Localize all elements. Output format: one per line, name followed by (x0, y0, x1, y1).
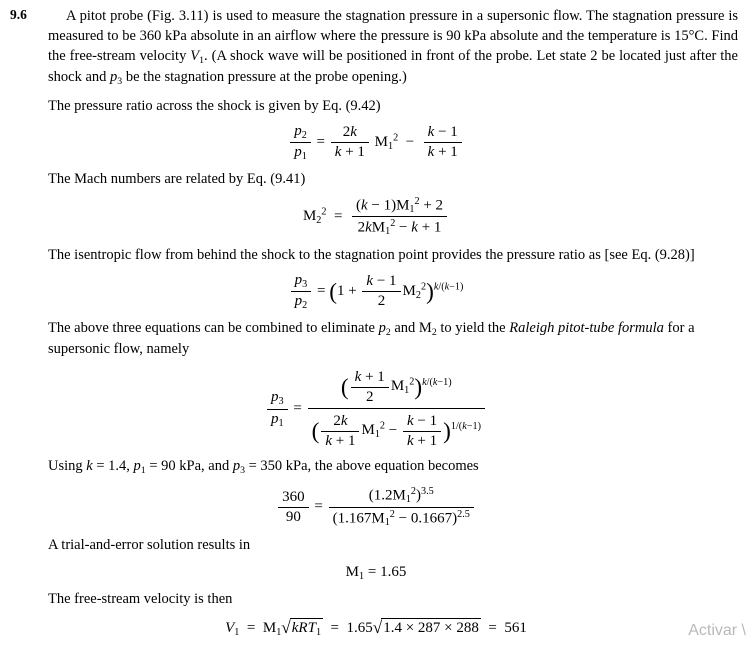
equation-9-41 (0, 196, 752, 238)
eq3-inner-lead: 1 + (336, 282, 361, 299)
eq7-equals-1: = (243, 619, 260, 636)
paragraph-pressure-ratio: The pressure ratio across the shock is given by Eq. (9.42) (48, 97, 381, 114)
eq4-den-paren-open: ( (311, 418, 320, 445)
eq4-num-exponent: k/(k−1) (422, 377, 452, 389)
paragraph-substitution: Using k = 1.4, $p_1 = 90$ kPa, and $p_3 = 350$ kPa, the above equation becomes (48, 458, 479, 476)
problem-number: 9.6 (10, 7, 27, 22)
eq4-den-minus: − (385, 422, 401, 439)
equation-raleigh (0, 369, 752, 449)
eq2-lhs: $M_2^2$ (302, 206, 327, 226)
eq4-num-paren-close: ) (414, 374, 423, 401)
eq7-sqrt-sign-1: √ (281, 617, 291, 637)
eq5-equals: = (314, 498, 323, 515)
eq7-equals-3: = (484, 619, 501, 636)
eq1-term1-fraction: $\frac{2k}{k + 1}$ (331, 124, 369, 160)
eq4-lhs-fraction: $\frac{p_3}{p_1}$ (267, 389, 288, 428)
eq3-lhs-fraction: $\frac{p_3}{p_2}$ (291, 272, 312, 311)
paragraph-combined: The above three equations can be combined to eliminate $p_2$ and $M_2$ to yield the Raleigh pitot-tube formula for a supersonic flow, namely (48, 319, 695, 357)
eq1-term2-fraction: $\frac{k - 1}{k + 1}$ (424, 124, 462, 160)
eq4-den-mach: $M_1^2$ (361, 421, 386, 441)
eq3-paren-open: ( (329, 278, 337, 305)
eq4-num-inner-fraction: $\frac{k + 1}{2}$ (351, 369, 389, 405)
eq5-lhs-fraction: $\frac{360}{90}$ (278, 489, 309, 525)
equation-9-28 (0, 272, 752, 311)
eq1-mach1-squared: $M_1^2$ (374, 132, 399, 152)
eq4-num-mach: $M_1^2$ (390, 377, 415, 397)
eq4-den-term1: $\frac{2k}{k + 1}$ (321, 413, 359, 449)
watermark-text: Activar \ (688, 622, 746, 639)
eq3-paren-close: ) (426, 278, 434, 305)
eq3-inner-fraction: $\frac{k - 1}{2}$ (362, 273, 400, 309)
eq7-equals-2: = (326, 619, 343, 636)
paragraph-velocity: The free-stream velocity is then (48, 590, 233, 607)
problem-block (0, 0, 752, 89)
equation-9-42 (0, 123, 752, 162)
eq5-rhs-fraction: $\frac{(1.2M_1^2)^{3.5}}{(1.167M_1^2 - 0.1667)^{2.5}}$ (329, 486, 474, 528)
paragraph-trial-error: A trial-and-error solution results in (48, 537, 251, 554)
equation-mach-result (0, 564, 752, 582)
eq2-fraction: $\frac{(k - 1)M_1^2 + 2}{2kM_1^2 - k + 1}$ (352, 196, 447, 238)
eq4-main-fraction (308, 369, 485, 449)
eq7-sqrt-body-2: 1.4 × 287 × 288 (383, 619, 479, 636)
eq3-equals: = (316, 282, 326, 299)
eq7-sqrt-body-1: kRT$_1$ (291, 619, 322, 638)
eq1-lhs-fraction: $\frac{p_2}{p_1}$ (290, 123, 311, 162)
equation-velocity (0, 618, 752, 638)
eq3-inner-mach: $M_2^2$ (402, 281, 427, 301)
eq2-equals: = (330, 208, 347, 225)
eq4-num-paren-open: ( (340, 374, 349, 401)
eq1-minus: − (401, 133, 418, 150)
eq1-equals: = (316, 133, 326, 150)
problem-statement (48, 6, 738, 89)
eq4-equals: = (293, 400, 302, 417)
eq7-sqrt-sign-2: √ (372, 617, 383, 637)
eq7-value: 1.65 (346, 619, 373, 636)
eq6-text: $M_1 = 1.65$ (345, 564, 407, 582)
eq7-mach: $M_1$ (262, 619, 282, 638)
problem-statement-text: A pitot probe (Fig. 3.11) is used to measure the stagnation pressure in a supersonic flow. The stagnation pressure is measured to be 360 kPa absolute in an airflow where the pressure is 90 kPa absolute and the temperature is 15°C. Find the free-stream velocity $V_1$. (A shock wave will be positioned in front of the probe. Let state 2 be located just after the shock and $p_3$ be the stagnation pressure at the probe opening.) (48, 8, 738, 88)
paragraph-isentropic: The isentropic flow from behind the shock to the stagnation point provides the pressure ratio as [see Eq. (9.28)] (48, 246, 695, 263)
equation-numeric (0, 486, 752, 528)
eq4-den-exponent: 1/(k−1) (450, 421, 481, 433)
paragraph-mach-relation: The Mach numbers are related by Eq. (9.41) (48, 170, 306, 187)
eq4-den-paren-close: ) (443, 418, 451, 445)
eq7-lhs: $V_1$ (225, 619, 240, 638)
eq4-den-term2: $\frac{k - 1}{k + 1}$ (403, 413, 441, 449)
eq7-result: 561 (504, 619, 527, 636)
eq3-exponent: k/(k−1) (433, 281, 464, 293)
